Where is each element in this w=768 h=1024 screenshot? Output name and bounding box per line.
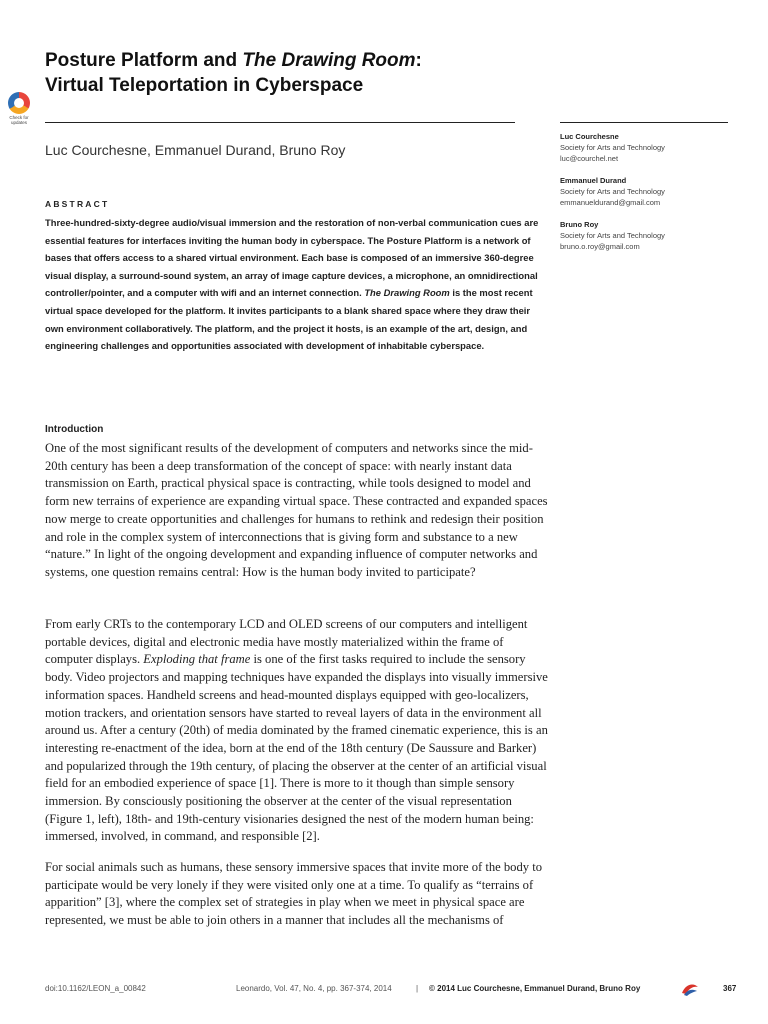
affiliation-item bbox=[560, 131, 740, 164]
crossmark-icon bbox=[8, 92, 30, 114]
abstract-italic: The Drawing Room bbox=[364, 287, 450, 299]
title-line2: Virtual Teleportation in Cyberspace bbox=[45, 75, 364, 96]
abstract-part2: is the most recent virtual space developed for the platform. It invites participants to a blank shared space where they draw their own environment collaboratively. The platform, and the project it hosts, is an example of the art, design, and engineering challenges and opportunities associated with development of inhabitable cyberspace. bbox=[45, 287, 533, 352]
paper-title bbox=[45, 48, 605, 98]
affiliation-name: Emmanuel Durand bbox=[560, 176, 627, 185]
badge-line1: Check for bbox=[9, 115, 29, 120]
title-post: : bbox=[415, 50, 422, 71]
title-italic: The Drawing Room bbox=[242, 50, 416, 71]
affiliations bbox=[560, 131, 740, 263]
leonardo-logo-icon bbox=[680, 981, 700, 997]
header-rule-left bbox=[45, 122, 515, 123]
affiliation-email[interactable]: luc@courchel.net bbox=[560, 154, 619, 163]
paragraph-2 bbox=[45, 616, 550, 846]
abstract-part1: Three-hundred-sixty-degree audio/visual immersion and the restoration of non-verbal communication cues are essential features for interfaces inviting the human body in cyberspace. The Posture Platform is a network of bases that offers access to a shared virtual environment. Each base is composed of an immersive 360-degree visual display, a surround-sound system, an array of image capture devices, a microphone, an omnidirectional controller/pointer, and a computer with wifi and an internet connection. bbox=[45, 217, 539, 299]
badge-line2: updates bbox=[10, 120, 27, 125]
footer-doi[interactable]: doi:10.1162/LEON_a_00842 bbox=[45, 984, 146, 993]
paragraph-2-pre: From early CRTs to the contemporary LCD and OLED screens of our computers and intelligent portable devices, digital and electronic media have mostly materialized within the frame of computer displays. bbox=[45, 617, 528, 667]
section-heading-introduction: Introduction bbox=[45, 424, 104, 435]
paragraph-2-italic: Exploding that frame bbox=[143, 652, 251, 667]
footer-separator: | bbox=[416, 984, 419, 993]
affiliation-org: Society for Arts and Technology bbox=[560, 143, 665, 152]
abstract-heading: ABSTRACT bbox=[45, 199, 110, 209]
affiliation-email[interactable]: bruno.o.roy@gmail.com bbox=[560, 242, 640, 251]
paragraph-3: For social animals such as humans, these sensory immersive spaces that invite more of the body to participate would be very lonely if they were visited only one at a time. To qualify as “terrains of apparition” [3], where the complex set of strategies in play when we meet in physical space are represented, we must be able to join others in a manner that includes all the mechanisms of bbox=[45, 860, 542, 928]
badge-label bbox=[5, 115, 33, 125]
check-for-updates-badge[interactable] bbox=[5, 92, 33, 126]
affiliation-item bbox=[560, 219, 740, 252]
abstract-body bbox=[45, 214, 550, 355]
affiliation-email[interactable]: emmanueldurand@gmail.com bbox=[560, 198, 661, 207]
author-list: Luc Courchesne, Emmanuel Durand, Bruno Roy bbox=[45, 142, 346, 158]
affiliation-org: Society for Arts and Technology bbox=[560, 231, 665, 240]
header-rule-right bbox=[560, 122, 728, 123]
affiliation-item bbox=[560, 175, 740, 208]
footer-journal: Leonardo, Vol. 47, No. 4, pp. 367-374, 2014 bbox=[236, 984, 392, 993]
affiliation-org: Society for Arts and Technology bbox=[560, 187, 665, 196]
affiliation-name: Luc Courchesne bbox=[560, 132, 619, 141]
footer-page-number: 367 bbox=[723, 984, 737, 993]
footer-copyright: © 2014 Luc Courchesne, Emmanuel Durand, Bruno Roy bbox=[429, 984, 641, 993]
paragraph-1: One of the most significant results of the development of computers and networks since the mid-20th century has been a deep transformation of the concept of space: with nearly instant data transmission on Earth, practical physical space is contracting, while tools designed to model and form new terrains of experience are expanding virtual space. These contracted and expanded spaces now merge to create opportunities and challenges for humans to rethink and redesign their position and role in the complex system of interconnections that is giving form and substance to a new “nature.” In light of the ongoing development and expanding influence of computer networks and systems, one question remains central: How is the human body invited to participate? bbox=[45, 441, 548, 579]
affiliation-name: Bruno Roy bbox=[560, 220, 599, 229]
title-pre: Posture Platform and bbox=[45, 50, 243, 71]
paragraph-2-post: is one of the first tasks required to include the sensory body. Video projectors and mapping techniques have expanded the displays into visually immersive information spaces. Handheld screens and head-mounted displays equipped with geo-localizers, motion trackers, and orientation sensors have started to reveal layers of data in the environment all around us. After a century (20th) of media dominated by the framed cinematic experience, this is an interesting re-enactment of the idea, born at the end of the 18th century (De Saussure and Barker) and popularized through the 19th century, of placing the observer at the center of an artificial visual field for an embodied experience of space [1]. There is more to it though than simple sensory immersion. By consciously positioning the observer at the center of the visual representation (Figure 1, left), 18th- and 19th-century visionaries designed the nest of the modern human being: immersed, involved, in command, and responsible [2]. bbox=[45, 652, 548, 844]
